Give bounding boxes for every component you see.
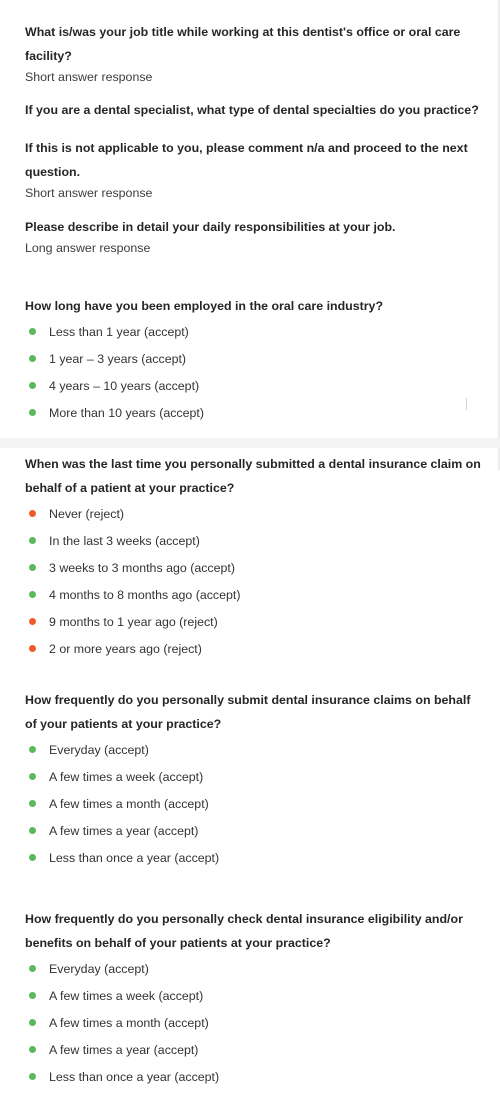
answer-type-label: Short answer response xyxy=(25,70,153,84)
accept-dot-icon xyxy=(29,409,36,416)
question-last-claim-submitted xyxy=(25,452,482,662)
option-item xyxy=(25,790,482,817)
option-item xyxy=(25,817,482,844)
option-item xyxy=(25,635,482,662)
question-text: How frequently do you personally check dental insurance eligibility and/or benefits on behalf of your patients at your practice? xyxy=(25,912,463,950)
accept-dot-icon xyxy=(29,746,36,753)
option-item xyxy=(25,527,482,554)
question-note: If this is not applicable to you, please comment n/a and proceed to the next question. xyxy=(25,141,468,179)
option-label: 3 weeks to 3 months ago (accept) xyxy=(49,560,235,575)
question-claim-frequency xyxy=(25,688,482,871)
option-label: 9 months to 1 year ago (reject) xyxy=(49,614,218,629)
option-item xyxy=(25,955,482,982)
option-label: A few times a year (accept) xyxy=(49,823,199,838)
option-item xyxy=(25,844,482,871)
option-item xyxy=(25,399,482,426)
accept-dot-icon xyxy=(29,800,36,807)
option-label: 4 years – 10 years (accept) xyxy=(49,378,200,393)
option-label: A few times a week (accept) xyxy=(49,769,204,784)
option-item xyxy=(25,581,482,608)
question-text: When was the last time you personally submitted a dental insurance claim on behalf of a patient at your practice? xyxy=(25,457,481,495)
option-label: Less than 1 year (accept) xyxy=(49,324,189,339)
question-eligibility-check-frequency xyxy=(25,907,482,1090)
option-item xyxy=(25,1036,482,1063)
option-label: A few times a week (accept) xyxy=(49,988,204,1003)
option-label: A few times a month (accept) xyxy=(49,796,209,811)
option-item xyxy=(25,1009,482,1036)
option-list xyxy=(25,955,482,1090)
section-divider xyxy=(0,438,500,448)
option-item xyxy=(25,500,482,527)
accept-dot-icon xyxy=(29,564,36,571)
option-item xyxy=(25,736,482,763)
accept-dot-icon xyxy=(29,591,36,598)
accept-dot-icon xyxy=(29,1073,36,1080)
question-dental-specialties xyxy=(25,98,482,202)
option-item xyxy=(25,982,482,1009)
option-item xyxy=(25,372,482,399)
accept-dot-icon xyxy=(29,382,36,389)
answer-type-label: Short answer response xyxy=(25,186,153,200)
option-label: Less than once a year (accept) xyxy=(49,1069,220,1084)
question-daily-responsibilities xyxy=(25,215,482,257)
option-item xyxy=(25,554,482,581)
option-item xyxy=(25,763,482,790)
reject-dot-icon xyxy=(29,618,36,625)
option-label: More than 10 years (accept) xyxy=(49,405,204,420)
option-list xyxy=(25,318,482,426)
option-list xyxy=(25,736,482,871)
question-text: Please describe in detail your daily responsibilities at your job. xyxy=(25,220,396,234)
accept-dot-icon xyxy=(29,355,36,362)
option-label: Less than once a year (accept) xyxy=(49,850,220,865)
accept-dot-icon xyxy=(29,773,36,780)
question-text: What is/was your job title while working at this dentist's office or oral care facility? xyxy=(25,25,461,63)
option-label: Everyday (accept) xyxy=(49,961,149,976)
accept-dot-icon xyxy=(29,328,36,335)
answer-type-label: Long answer response xyxy=(25,241,151,255)
accept-dot-icon xyxy=(29,827,36,834)
option-label: Everyday (accept) xyxy=(49,742,149,757)
accept-dot-icon xyxy=(29,1046,36,1053)
option-label: 4 months to 8 months ago (accept) xyxy=(49,587,241,602)
option-label: A few times a month (accept) xyxy=(49,1015,209,1030)
question-text: How frequently do you personally submit dental insurance claims on behalf of your patients at your practice? xyxy=(25,693,471,731)
option-item xyxy=(25,345,482,372)
question-text: How long have you been employed in the oral care industry? xyxy=(25,299,384,313)
option-item xyxy=(25,318,482,345)
option-label: A few times a year (accept) xyxy=(49,1042,199,1057)
accept-dot-icon xyxy=(29,992,36,999)
option-label: Never (reject) xyxy=(49,506,125,521)
option-item xyxy=(25,608,482,635)
option-label: 1 year – 3 years (accept) xyxy=(49,351,187,366)
option-item xyxy=(25,1063,482,1090)
question-job-title xyxy=(25,20,482,86)
accept-dot-icon xyxy=(29,537,36,544)
question-text: If you are a dental specialist, what type of dental specialties do you practice? xyxy=(25,103,479,117)
reject-dot-icon xyxy=(29,510,36,517)
question-employment-length xyxy=(25,294,482,426)
accept-dot-icon xyxy=(29,965,36,972)
reject-dot-icon xyxy=(29,645,36,652)
option-label: 2 or more years ago (reject) xyxy=(49,641,202,656)
accept-dot-icon xyxy=(29,854,36,861)
accept-dot-icon xyxy=(29,1019,36,1026)
option-label: In the last 3 weeks (accept) xyxy=(49,533,200,548)
option-list xyxy=(25,500,482,662)
